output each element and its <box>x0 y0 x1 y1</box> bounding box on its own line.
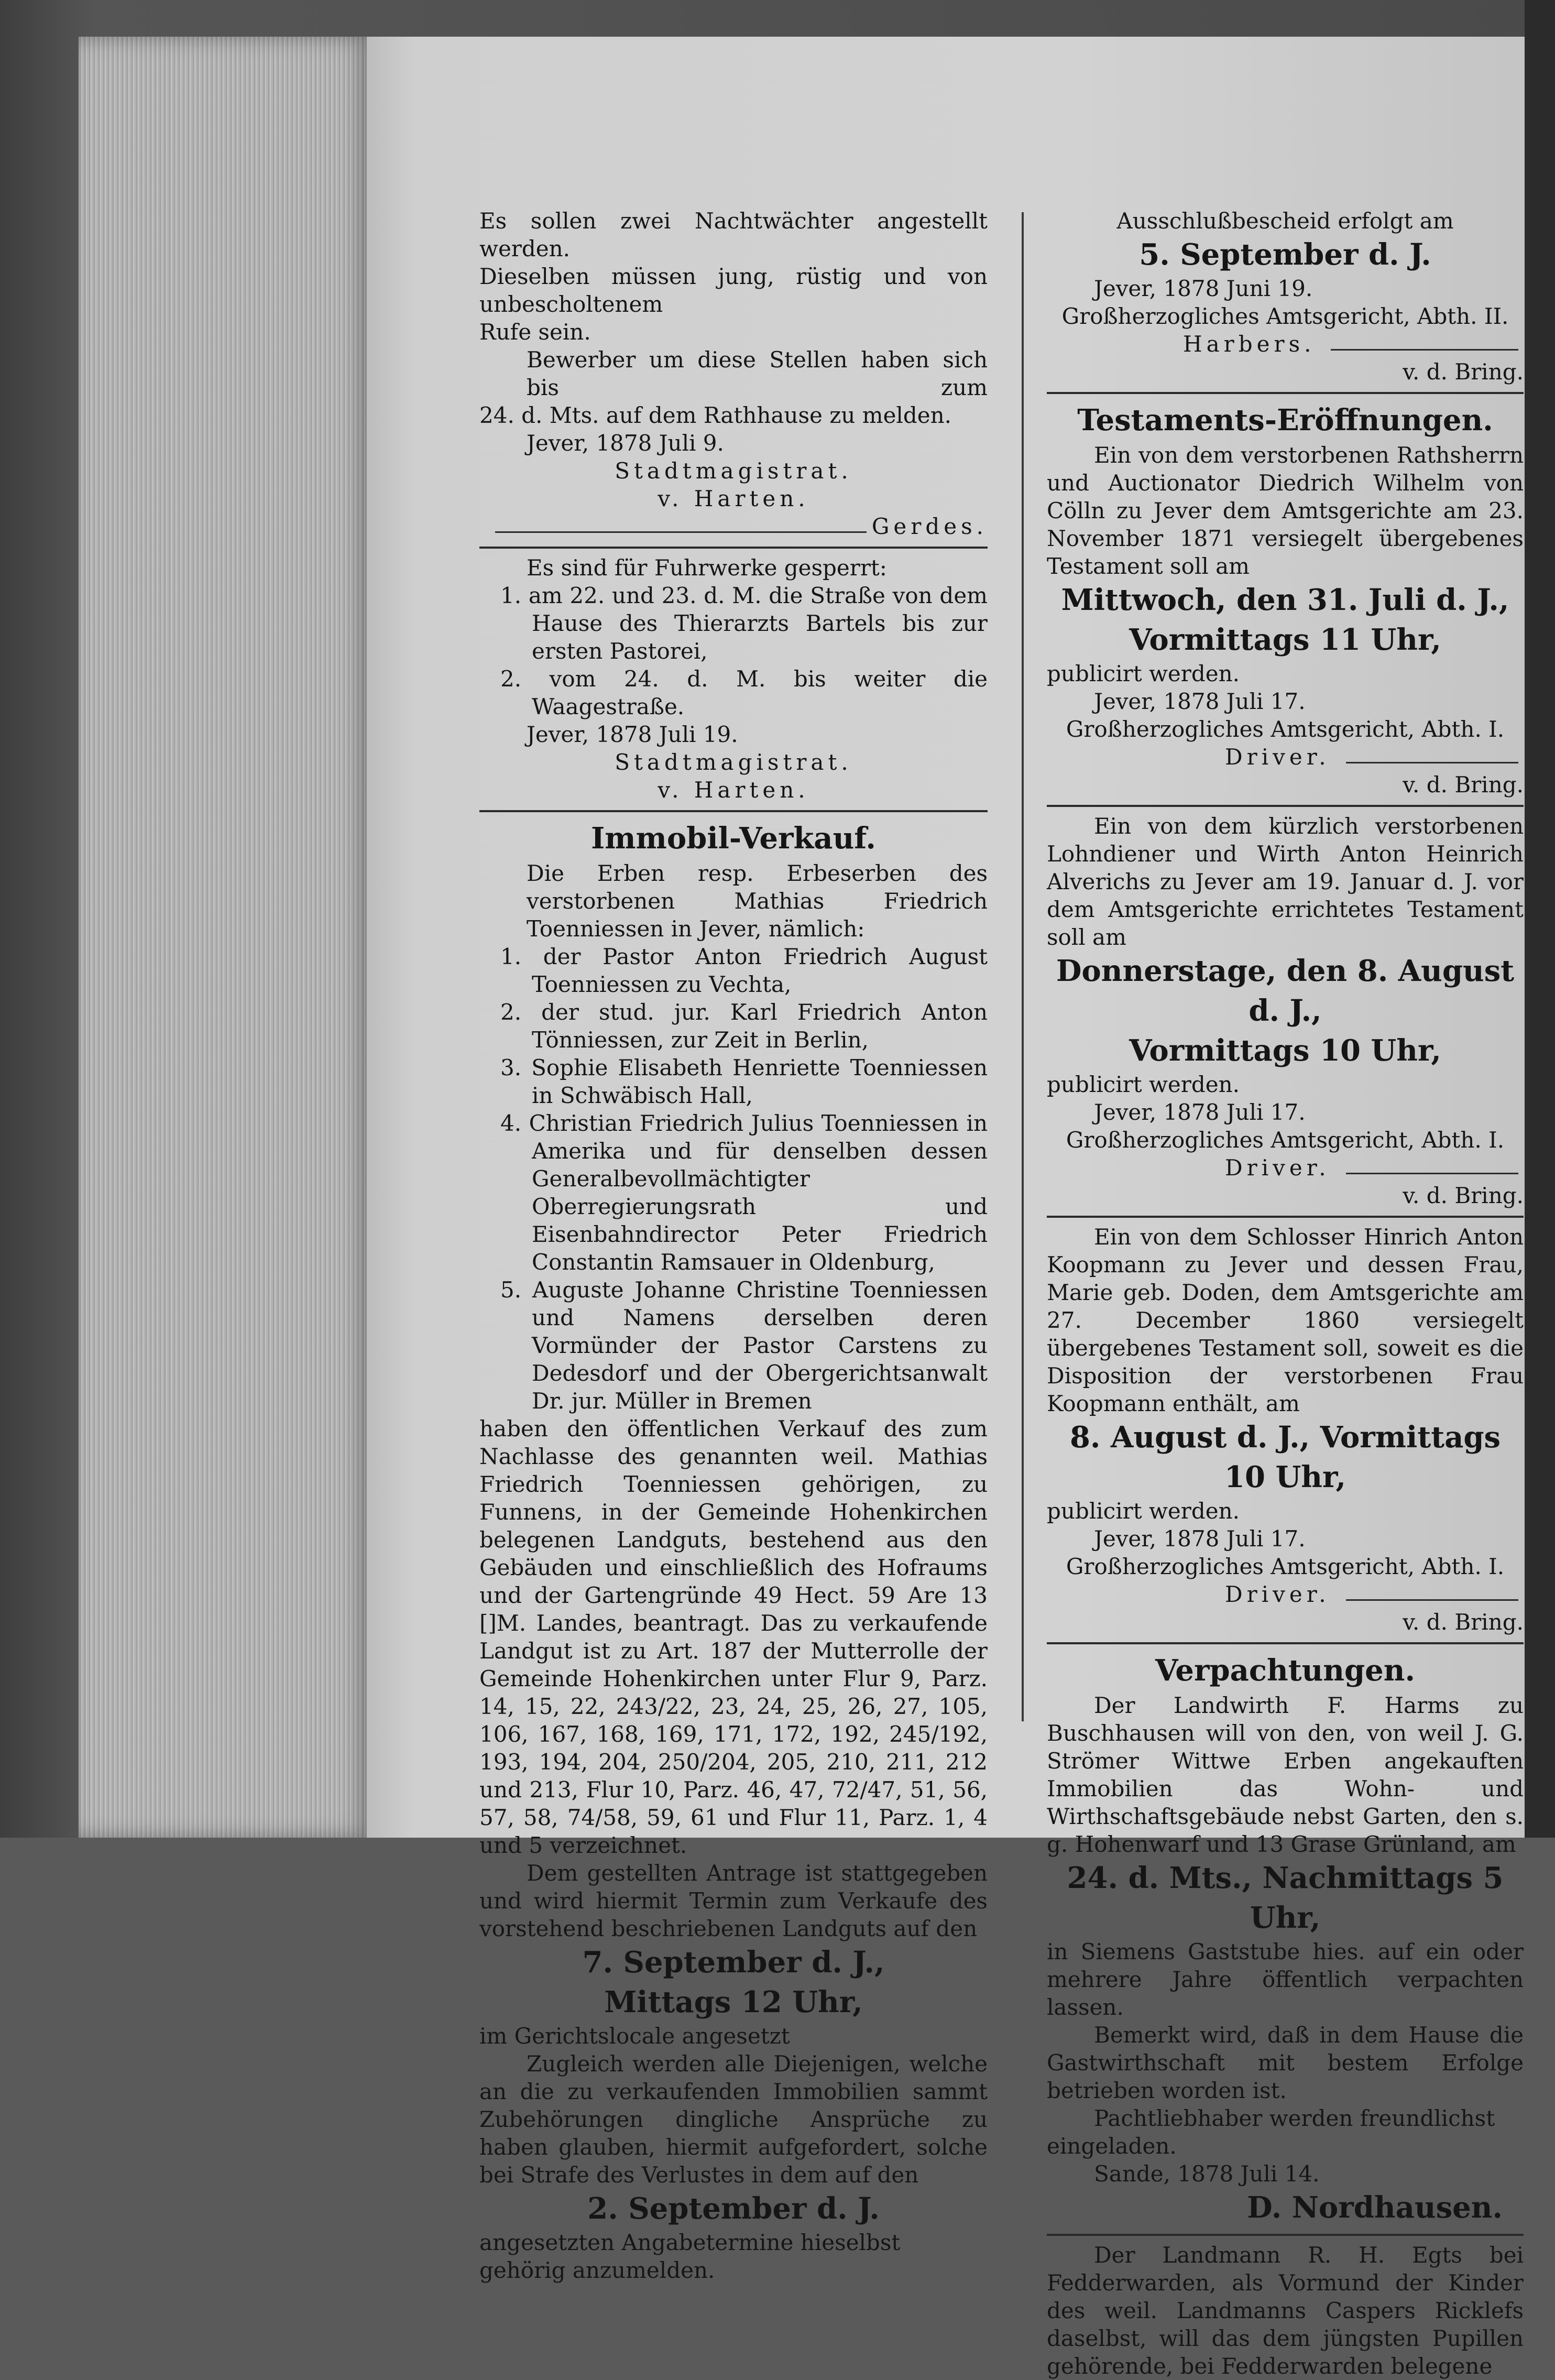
signature-row <box>1047 743 1524 771</box>
notice-date: Jever, 1878 Juli 9. <box>527 430 724 456</box>
notice-office: Stadtmagistrat. <box>615 458 852 484</box>
section-rule <box>1047 392 1524 394</box>
right-column <box>1047 207 1524 2380</box>
judge-name: Harbers. <box>1183 331 1316 357</box>
notice-time-big: Vormittags 11 Uhr, <box>1129 623 1441 657</box>
notice-body: Ein von dem kürzlich verstorbenen Lohndiener und Wirth Anton Heinrich Alverichs zu Jever am 19. Januar d. J. vor dem Amtsgerichte errichtetes Testament soll am <box>1047 813 1524 950</box>
list-item: 1. der Pastor Anton Friedrich August Toenniessen zu Vechta, <box>500 944 988 997</box>
list-item: 4. Christian Friedrich Julius Toenniessen in Amerika und für denselben dessen Generalbevollmächtigter Oberregierungsrath und Eisenbahndirector Peter Friedrich Constantin Ramsauer in Oldenburg, <box>500 1110 988 1275</box>
notice-body: Ein von dem verstorbenen Rathsherrn und Auctionator Diedrich Wilhelm von Cölln zu Jever dem Amtsgerichte am 23. November 1871 versiegelt übergebenes Testament soll am <box>1047 442 1524 579</box>
notice-body: publicirt werden. <box>1047 1072 1240 1097</box>
signature-line <box>1346 1173 1518 1174</box>
notice-secretary: Gerdes. <box>871 514 988 539</box>
section-rule <box>1047 1642 1524 1644</box>
notice-date-big: 5. September d. J. <box>1139 237 1431 272</box>
notice-body: angesetzten Angabetermine hieselbst gehörig anzumelden. <box>479 2230 901 2283</box>
section-heading: Testaments-Eröffnungen. <box>1077 403 1493 438</box>
notice-intro: Es sind für Fuhrwerke gesperrt: <box>527 555 887 581</box>
notice-signatory: v. Harten. <box>658 486 809 511</box>
court-name: Großherzogliches Amtsgericht, Abth. I. <box>1066 716 1505 742</box>
notice-date: Jever, 1878 Juli 19. <box>527 722 738 747</box>
list-item: 2. der stud. jur. Karl Friedrich Anton Tönniessen, zur Zeit in Berlin, <box>500 999 988 1053</box>
court-name: Großherzogliches Amtsgericht, Abth. II. <box>1061 303 1509 329</box>
signature-row <box>1047 330 1524 358</box>
signature-row <box>1047 1580 1524 1608</box>
notice-date: Sande, 1878 Juli 14. <box>1094 2161 1320 2187</box>
section-rule <box>1047 2234 1524 2236</box>
notice-body: in Siemens Gaststube hies. auf ein oder mehrere Jahre öffentlich verpachten lassen. <box>1047 1939 1524 2020</box>
notice-date: Jever, 1878 Juli 17. <box>1094 1099 1306 1125</box>
list-item: 1. am 22. und 23. d. M. die Straße von dem Hause des Thierarzts Bartels bis zur ersten Pastorei, <box>500 583 988 664</box>
book-page-edges <box>79 37 372 1838</box>
section-rule <box>479 547 988 549</box>
notice-body: publicirt werden. <box>1047 661 1240 686</box>
section-heading: Verpachtungen. <box>1155 1653 1415 1688</box>
scan-right-border <box>1525 0 1555 1838</box>
judge-name: Driver. <box>1225 744 1330 770</box>
notice-body: Ein von dem Schlosser Hinrich Anton Koopmann zu Jever und dessen Frau, Marie geb. Doden, dem Amtsgerichte am 27. December 1860 versiegelt übergebenes Testament soll, soweit es die Disposition der verstorbenen Frau Koopmann enthält, am <box>1047 1224 1524 1416</box>
notice-date-big: 8. August d. J., Vormittags 10 Uhr, <box>1069 1420 1501 1494</box>
notice-date-big: Donnerstage, den 8. August d. J., <box>1056 954 1515 1028</box>
clerk-name: v. d. Bring. <box>1403 359 1524 385</box>
notice-signatory: D. Nordhausen. <box>1247 2190 1503 2225</box>
notice-time-big: Vormittags 10 Uhr, <box>1129 1033 1441 1068</box>
signature-line <box>1346 1599 1518 1601</box>
judge-name: Driver. <box>1225 1581 1330 1607</box>
court-name: Großherzogliches Amtsgericht, Abth. I. <box>1066 1127 1505 1153</box>
auction-time: Mittags 12 Uhr, <box>604 1985 863 2019</box>
signature-line <box>1346 762 1518 763</box>
notice-body: Der Landmann R. H. Egts bei Fedderwarden, als Vormund der Kinder des weil. Landmanns Caspers Ricklefs daselbst, will das dem jüngsten Pupillen gehörende, bei Fedderwarden belegene <box>1047 2242 1524 2379</box>
claim-deadline: 2. September d. J. <box>587 2191 880 2226</box>
left-column <box>479 207 988 2284</box>
notice-body: haben den öffentlichen Verkauf des zum Nachlasse des genannten weil. Mathias Friedrich Toenniessen gehörigen, zu Funnens, in der Gemeinde Hohenkirchen belegenen Landguts, bestehend aus den Gebäuden und einschließlich des Hofraums und der Gartengründe 49 Hect. 59 Are 13 []M. Landes, beantragt. Das zu verkaufende Landgut ist zu Art. 187 der Mutterrolle der Gemeinde Hohenkirchen unter Flur 9, Parz. 14, 15, 22, 243/22, 23, 24, 25, 26, 27, 105, 106, 167, 168, 169, 171, 172, 192, 245/192, 193, 194, 204, 250/204, 205, 210, 211, 212 und 213, Flur 10, Parz. 46, 47, 72/47, 51, 56, 57, 58, 74/58, 59, 61 und Flur 11, Parz. 1, 4 und 5 verzeichnet. <box>479 1416 988 1858</box>
clerk-name: v. d. Bring. <box>1403 772 1524 798</box>
notice-line: Dieselben müssen jung, rüstig und von unbescholtenem <box>479 264 988 317</box>
notice-body: Der Landwirth F. Harms zu Buschhausen will von den, von weil J. G. Strömer Wittwe Erben angekauften Immobilien das Wohn- und Wirthschaftsgebäude nebst Garten, den s. g. Hohenwarf und 13 Grase Grünland, am <box>1047 1693 1524 1857</box>
section-heading: Immobil-Verkauf. <box>591 821 876 856</box>
column-divider <box>1022 212 1024 1721</box>
list-item: 5. Auguste Johanne Christine Toenniessen und Namens derselben deren Vormünder der Pastor Carstens zu Dedesdorf und der Obergerichtsanwalt Dr. jur. Müller in Bremen <box>500 1277 988 1414</box>
notice-body: Dem gestellten Antrage ist stattgegeben und wird hiermit Termin zum Verkaufe des vorstehend beschriebenen Landguts auf den <box>479 1860 988 1941</box>
list-item: 3. Sophie Elisabeth Henriette Toenniessen in Schwäbisch Hall, <box>500 1055 988 1108</box>
notice-body: Bemerkt wird, daß in dem Hause die Gastwirthschaft mit bestem Erfolge betrieben worden ist. <box>1047 2022 1524 2103</box>
signature-row <box>1047 1154 1524 1182</box>
notice-line: Bewerber um diese Stellen haben sich bis zum <box>527 347 988 400</box>
notice-line: Ausschlußbescheid erfolgt am <box>1116 208 1454 234</box>
notice-date-big: Mittwoch, den 31. Juli d. J., <box>1061 583 1509 617</box>
notice-date-big: 24. d. Mts., Nachmittags 5 Uhr, <box>1067 1861 1504 1935</box>
notice-date: Jever, 1878 Juli 17. <box>1094 1526 1306 1552</box>
section-rule <box>1047 1216 1524 1218</box>
clerk-name: v. d. Bring. <box>1403 1183 1524 1208</box>
court-name: Großherzogliches Amtsgericht, Abth. I. <box>1066 1554 1505 1579</box>
notice-body: publicirt werden. <box>1047 1498 1240 1524</box>
list-item: 2. vom 24. d. M. bis weiter die Waagestraße. <box>500 666 988 719</box>
notice-office: Stadtmagistrat. <box>615 749 852 775</box>
auction-date: 7. September d. J., <box>582 1945 885 1980</box>
notice-line: Rufe sein. <box>479 319 591 345</box>
judge-name: Driver. <box>1225 1155 1330 1181</box>
notice-body: Zugleich werden alle Diejenigen, welche an die zu verkaufenden Immobilien sammt Zubehörungen dingliche Ansprüche zu haben glauben, hiermit aufgefordert, solche bei Strafe des Verlustes in dem auf den <box>479 2051 988 2188</box>
notice-line: 24. d. Mts. auf dem Rathhause zu melden. <box>479 402 952 428</box>
notice-signatory: v. Harten. <box>658 777 809 803</box>
section-rule <box>479 810 988 812</box>
signature-line <box>495 531 867 533</box>
clerk-name: v. d. Bring. <box>1403 1609 1524 1635</box>
section-rule <box>1047 805 1524 807</box>
signature-line <box>1331 349 1518 351</box>
signature-row <box>479 512 988 540</box>
notice-line: Es sollen zwei Nachtwächter angestellt werden. <box>479 208 988 261</box>
notice-date: Jever, 1878 Juni 19. <box>1094 276 1313 301</box>
notice-body: im Gerichtslocale angesetzt <box>479 2023 790 2049</box>
notice-date: Jever, 1878 Juli 17. <box>1094 689 1306 714</box>
notice-intro: Die Erben resp. Erbeserben des verstorbenen Mathias Friedrich Toenniessen in Jever, nämlich: <box>527 860 988 942</box>
notice-body: Pachtliebhaber werden freundlichst eingeladen. <box>1047 2105 1495 2159</box>
